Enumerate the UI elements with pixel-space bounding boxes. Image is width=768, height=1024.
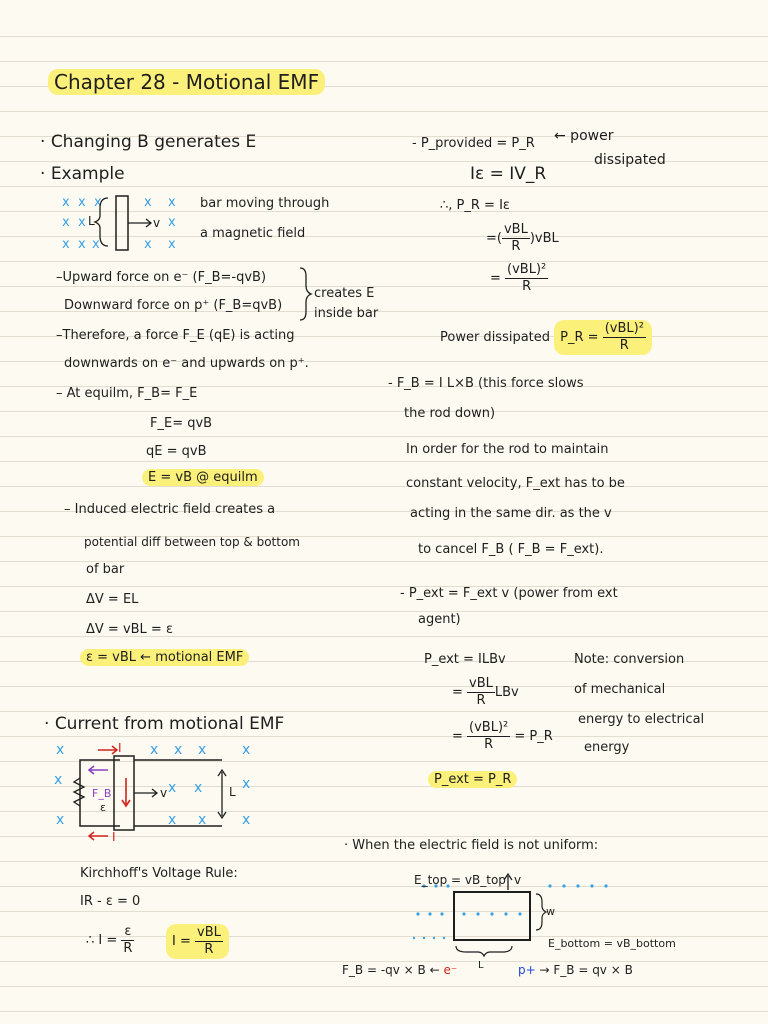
example-L: L bbox=[88, 214, 95, 228]
kvr-heading: Kirchhoff's Voltage Rule: bbox=[80, 866, 238, 881]
svg-text:x: x bbox=[198, 812, 207, 828]
svg-text:x: x bbox=[144, 237, 152, 252]
circuit-L-label: L bbox=[229, 785, 236, 799]
proton-force: p+ → F_B = qv × B bbox=[518, 963, 633, 977]
note-line-2: of mechanical bbox=[574, 682, 666, 697]
svg-text:x: x bbox=[144, 195, 152, 210]
svg-text:x: x bbox=[168, 812, 177, 828]
induced-line-3: of bar bbox=[86, 562, 125, 577]
pext-line-1: - P_ext = F_ext v (power from ext bbox=[400, 586, 618, 601]
svg-text:x: x bbox=[194, 780, 203, 796]
svg-text:x: x bbox=[56, 742, 65, 758]
electron-force: F_B = -qv × B ← e⁻ bbox=[342, 963, 458, 977]
motional-emf: ε = vBL ← motional EMF bbox=[80, 650, 249, 666]
creates-e-1: creates E bbox=[314, 286, 375, 301]
force-line-2: Downward force on p⁺ (F_B=qvB) bbox=[64, 298, 283, 313]
pext-result: P_ext = P_R bbox=[428, 772, 517, 788]
svg-text:x: x bbox=[242, 812, 251, 828]
power-eq-4: =( $\frac{\text{vBL}}{R}$ )vBL bbox=[486, 222, 559, 254]
svg-text:x: x bbox=[94, 195, 102, 210]
force-line-4: downwards on e⁻ and upwards on p⁺. bbox=[64, 356, 309, 371]
svg-text:x: x bbox=[56, 812, 65, 828]
width-w: w bbox=[546, 905, 555, 918]
delta-v-1: ΔV = EL bbox=[86, 592, 139, 607]
example-v: v bbox=[153, 216, 161, 230]
current-result-1: ∴ I = $\frac{\varepsilon}{R}$ bbox=[86, 924, 133, 956]
power-dissipated-word: dissipated bbox=[594, 152, 666, 168]
equilm-eq-1: F_E= qvB bbox=[150, 416, 213, 431]
e-bottom-label: E_bottom = vB_bottom bbox=[548, 937, 676, 950]
pext-eq-1: P_ext = ILBv bbox=[424, 652, 506, 667]
power-eq-3: ∴, P_R = Iε bbox=[440, 198, 510, 213]
force-line-1: –Upward force on e⁻ (F_B=-qvB) bbox=[56, 270, 267, 285]
current-heading: · Current from motional EMF bbox=[44, 714, 285, 734]
svg-text:x: x bbox=[198, 742, 207, 758]
power-arrow-label: ← power bbox=[554, 128, 614, 144]
svg-text:x: x bbox=[174, 742, 183, 758]
note-line-3: energy to electrical bbox=[578, 712, 705, 727]
bullet-changing-b: · Changing B generates E bbox=[40, 132, 257, 152]
power-eq-5: = $\frac{\text{(vBL)²}}{R}$ bbox=[490, 262, 547, 294]
svg-text:x: x bbox=[168, 195, 176, 210]
svg-text:x: x bbox=[242, 776, 251, 792]
power-provided: - P_provided = P_R bbox=[412, 136, 535, 151]
svg-text:x: x bbox=[62, 237, 70, 252]
circuit-field-x-marks bbox=[54, 742, 250, 828]
e-top-v: v bbox=[514, 873, 522, 887]
example-caption-2: a magnetic field bbox=[200, 226, 306, 241]
equilm-heading: – At equilm, F_B= F_E bbox=[56, 386, 198, 401]
note-line-4: energy bbox=[584, 740, 630, 755]
pext-eq-2: = $\frac{\text{vBL}}{R}$ LBv bbox=[452, 676, 519, 708]
induced-line-2: potential diff between top & bottom bbox=[84, 535, 300, 549]
svg-text:x: x bbox=[242, 742, 251, 758]
fb-line-6: to cancel F_B ( F_B = F_ext). bbox=[418, 542, 604, 557]
circuit-current-top: I bbox=[118, 741, 122, 755]
circuit-v-label: v bbox=[160, 786, 168, 800]
current-result-2: I = $\frac{\text{vBL}}{R}$ bbox=[166, 924, 229, 959]
delta-v-2: ΔV = vBL = ε bbox=[86, 622, 173, 637]
fb-line-4: constant velocity, F_ext has to be bbox=[406, 476, 625, 491]
kvr-equation: IR - ε = 0 bbox=[80, 894, 141, 909]
creates-e-2: inside bar bbox=[314, 306, 379, 321]
pext-eq-3: = $\frac{\text{(vBL)²}}{R}$ = P_R bbox=[452, 720, 553, 752]
fb-line-3: In order for the rod to maintain bbox=[406, 442, 609, 457]
power-dissipated-line: Power dissipated P_R = $\frac{\text{(vBL)²}}{R}$ bbox=[440, 320, 652, 355]
fb-line-5: acting in the same dir. as the v bbox=[410, 506, 612, 521]
nonuniform-heading: · When the electric field is not uniform: bbox=[344, 838, 599, 853]
fb-line-2: the rod down) bbox=[404, 406, 496, 421]
svg-text:x: x bbox=[168, 215, 176, 230]
equilm-eq-2: qE = qvB bbox=[146, 444, 207, 459]
circuit-fb-label: F_B bbox=[92, 787, 112, 800]
note-line-1: Note: conversion bbox=[574, 652, 685, 667]
svg-text:x: x bbox=[62, 215, 70, 230]
svg-text:x: x bbox=[78, 237, 86, 252]
svg-text:x: x bbox=[78, 195, 86, 210]
circuit-emf-label: ε bbox=[100, 801, 106, 814]
bullet-example: · Example bbox=[40, 164, 125, 184]
example-caption-1: bar moving through bbox=[200, 196, 330, 211]
pext-line-2: agent) bbox=[418, 612, 461, 627]
svg-text:x: x bbox=[78, 215, 86, 230]
svg-text:x: x bbox=[92, 237, 100, 252]
page-title: Chapter 28 - Motional EMF bbox=[48, 70, 325, 94]
equilm-result: E = vB @ equilm bbox=[142, 470, 264, 486]
svg-text:x: x bbox=[62, 195, 70, 210]
circuit-current-bottom: I bbox=[112, 830, 116, 844]
length-L: L bbox=[478, 960, 484, 971]
svg-text:x: x bbox=[54, 772, 63, 788]
induced-line-1: – Induced electric field creates a bbox=[64, 502, 276, 517]
creates-brace bbox=[300, 266, 312, 322]
svg-text:x: x bbox=[168, 237, 176, 252]
fb-line-1: - F_B = I L×B (this force slows bbox=[388, 376, 584, 391]
e-top-label: E_top = vB_top bbox=[414, 873, 506, 887]
svg-text:x: x bbox=[150, 742, 159, 758]
svg-text:x: x bbox=[168, 780, 177, 796]
power-eq-2: Iε = IV_R bbox=[470, 164, 547, 184]
force-line-3: –Therefore, a force F_E (qE) is acting bbox=[56, 328, 295, 343]
